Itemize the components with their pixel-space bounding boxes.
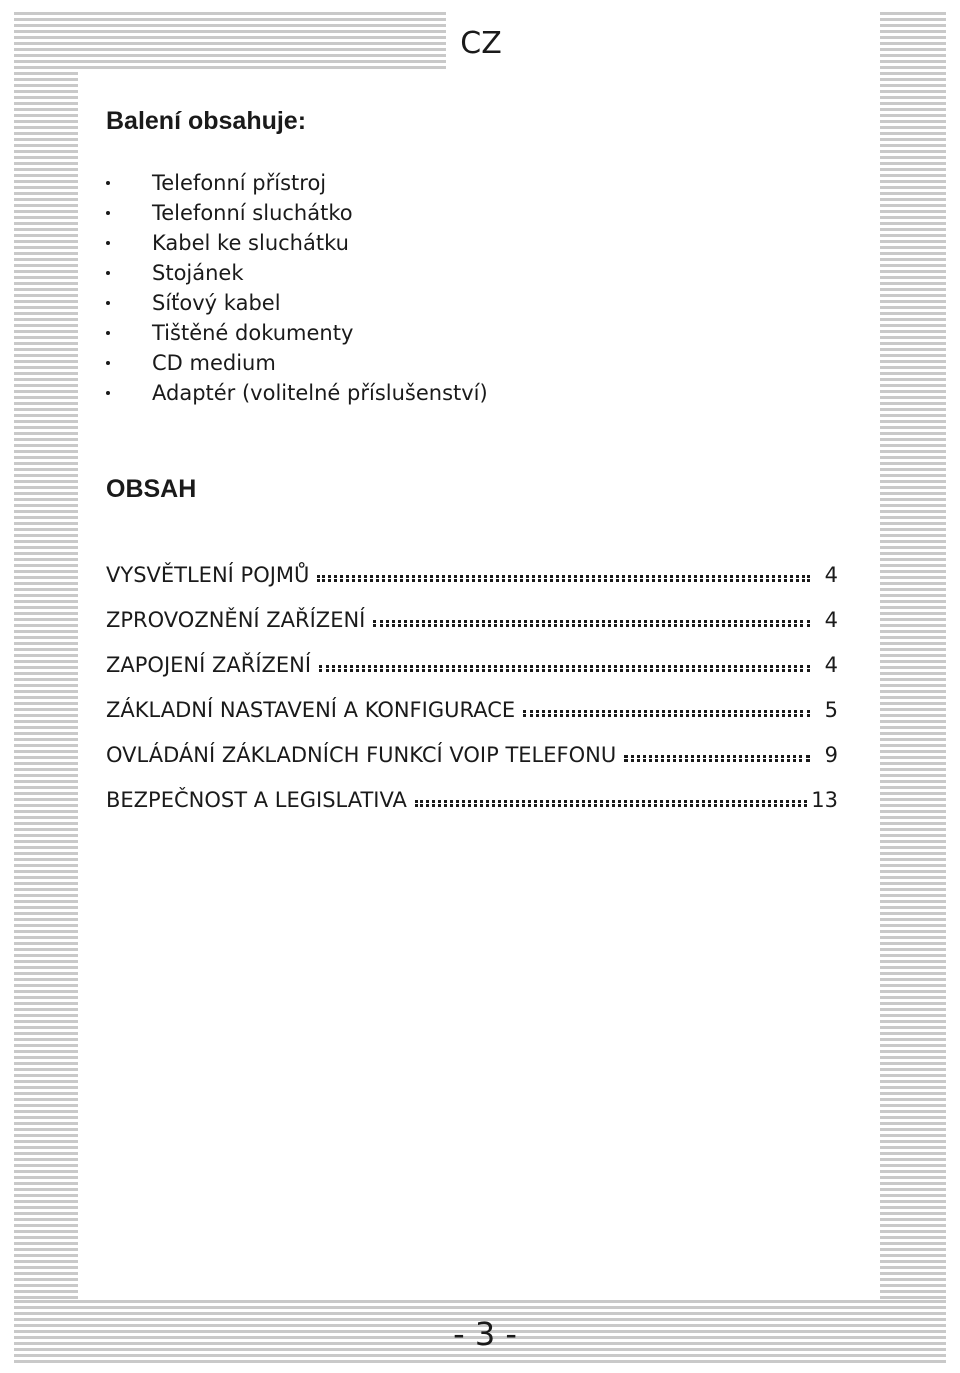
toc-dot-leader — [624, 755, 810, 762]
toc-entry-title: ZÁKLADNÍ NASTAVENÍ A KONFIGURACE — [106, 698, 516, 722]
list-item — [100, 348, 488, 378]
toc-entry[interactable] — [106, 542, 838, 587]
bullet-icon — [106, 301, 110, 305]
toc-entry-page: 4 — [824, 653, 838, 677]
list-item-text: Stojánek — [152, 261, 244, 285]
list-item — [100, 228, 488, 258]
decorative-stripes-left — [14, 12, 78, 1366]
list-item-text: CD medium — [152, 351, 276, 375]
toc-entry-page: 4 — [824, 563, 838, 587]
toc-entry[interactable] — [106, 632, 838, 677]
list-item — [100, 168, 488, 198]
list-item-text: Kabel ke sluchátku — [152, 231, 349, 255]
bullet-icon — [106, 331, 110, 335]
list-item — [100, 318, 488, 348]
toc-entry-page: 13 — [811, 788, 838, 812]
page-number: - 3 - — [453, 1315, 517, 1353]
toc-entry-title: OVLÁDÁNÍ ZÁKLADNÍCH FUNKCÍ VOIP TELEFONU — [106, 743, 617, 767]
toc-entry-page: 5 — [824, 698, 838, 722]
toc-entry[interactable] — [106, 767, 838, 812]
toc-entry-title: ZAPOJENÍ ZAŘÍZENÍ — [106, 653, 312, 677]
toc-entry[interactable] — [106, 722, 838, 767]
toc-entry-page: 9 — [824, 743, 838, 767]
toc-entry-page: 4 — [824, 608, 838, 632]
list-item — [100, 378, 488, 408]
decorative-stripes-top — [14, 12, 446, 72]
toc-entry-title: VYSVĚTLENÍ POJMŮ — [106, 563, 310, 587]
list-item — [100, 288, 488, 318]
language-code: CZ — [460, 26, 502, 61]
bullet-icon — [106, 211, 110, 215]
toc-entry-title: ZPROVOZNĚNÍ ZAŘÍZENÍ — [106, 608, 366, 632]
package-contents-list — [100, 168, 488, 408]
toc-dot-leader — [373, 620, 810, 627]
bullet-icon — [106, 181, 110, 185]
list-item — [100, 198, 488, 228]
list-item-text: Adaptér (volitelné příslušenství) — [152, 381, 488, 405]
toc-dot-leader — [523, 710, 810, 717]
contents-heading: OBSAH — [106, 475, 197, 503]
list-item-text: Telefonní přístroj — [152, 171, 327, 195]
bullet-icon — [106, 241, 110, 245]
bullet-icon — [106, 391, 110, 395]
list-item — [100, 258, 488, 288]
package-contents-heading: Balení obsahuje: — [106, 107, 307, 135]
table-of-contents — [106, 542, 838, 812]
toc-dot-leader — [319, 665, 810, 672]
toc-dot-leader — [317, 575, 810, 582]
decorative-stripes-right — [880, 12, 946, 1366]
bullet-icon — [106, 271, 110, 275]
toc-entry[interactable] — [106, 677, 838, 722]
bullet-icon — [106, 361, 110, 365]
toc-entry-title: BEZPEČNOST A LEGISLATIVA — [106, 788, 407, 812]
list-item-text: Síťový kabel — [152, 291, 281, 315]
list-item-text: Tištěné dokumenty — [152, 321, 354, 345]
toc-dot-leader — [415, 800, 807, 807]
toc-entry[interactable] — [106, 587, 838, 632]
list-item-text: Telefonní sluchátko — [152, 201, 353, 225]
